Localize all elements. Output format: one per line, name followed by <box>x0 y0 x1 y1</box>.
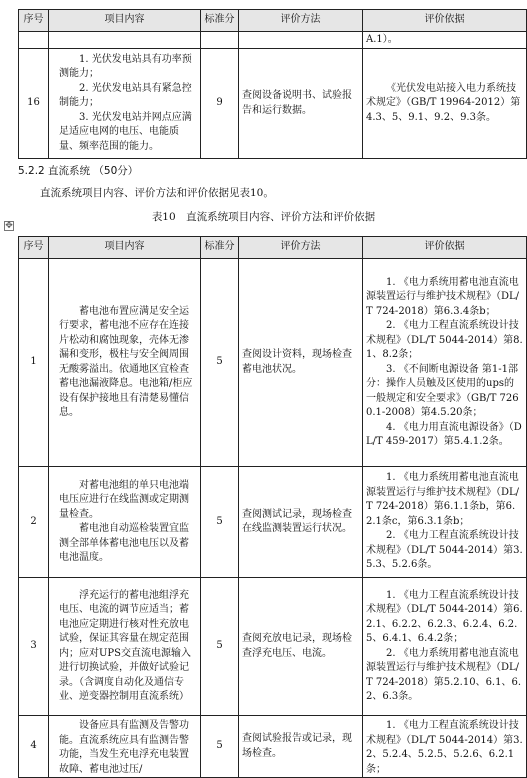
row-no-cell: 3 <box>19 578 49 716</box>
table-row-4 <box>19 716 527 778</box>
table-header-row <box>19 237 527 259</box>
header-method: 评价方法 <box>239 237 363 259</box>
item-line: 设备应具有监测及告警功能。直流系统应具有监测告警功能，当发生充电浮充电装置故障、蓄电池过压/ <box>59 720 189 775</box>
basis-line: 1. 《电力系统用蓄电池直流电源装置运行与维护技术规程》（DL/T 724-2018）第6.1.1条b，第6.2.1条c，第6.3.1条b； <box>366 472 520 527</box>
header-basis: 评价依据 <box>363 10 527 32</box>
table-row-1 <box>19 259 527 467</box>
row-method-cell: 查阅测试记录，现场检查在线监测装置运行状况。 <box>239 467 363 578</box>
basis-line: 4. 《电力用直流电源设备》（DL/T 459-2017）第5.4.1.2条。 <box>366 421 522 447</box>
table-move-handle-icon[interactable]: ✥ <box>5 221 13 231</box>
table-row-carry <box>19 32 527 49</box>
carry-method-cell <box>239 32 363 49</box>
row-item-cell <box>49 259 201 467</box>
row-method-cell: 查阅设备说明书、试验报告和运行数据。 <box>239 49 363 159</box>
table-row-16 <box>19 49 527 159</box>
table-9-continued <box>18 9 527 159</box>
row-no-cell: 4 <box>19 716 49 778</box>
carry-no-cell <box>19 32 49 49</box>
header-item: 项目内容 <box>49 237 201 259</box>
row-score-cell: 5 <box>201 578 239 716</box>
row-score-cell: 5 <box>201 259 239 467</box>
table-10 <box>18 236 527 778</box>
table-caption: 表10 直流系统项目内容、评价方法和评价依据 <box>151 211 376 223</box>
item-line: 对蓄电池组的单只电池端电压应进行在线监测或定期测量检查。 <box>59 479 189 520</box>
row-score-cell: 5 <box>201 716 239 778</box>
table-header-row <box>19 10 527 32</box>
row-method-cell: 查阅试验报告或记录，现场检查。 <box>239 716 363 778</box>
carry-item-cell <box>49 32 201 49</box>
item-line: 3. 光伏发电站并网点应满足适应电网的电压、电能质量、频率范围的能力。 <box>59 111 192 152</box>
basis-line: 2. 《电力工程直流系统设计技术规程》（DL/T 5044-2014）第3.5.3、5.2.6条。 <box>366 530 523 571</box>
basis-line: 2. 《电力工程直流系统设计技术规程》（DL/T 5044-2014）第8.1、8.2条； <box>366 320 523 360</box>
section-heading: 5.2.2 直流系统 （50分） <box>18 165 139 177</box>
basis-line: 2. 《电力系统用蓄电池直流电源装置运行与维护技术规程》（DL/T 724-2018）第5.2.10、6.1、6.2、6.3条。 <box>366 647 522 702</box>
row-basis-cell <box>363 578 527 716</box>
basis-line: 1. 《电力工程直流系统设计技术规程》（DL/T 5044-2014）第3.2、5.2.4、5.2.5、5.2.6、6.2.1条； <box>366 720 523 775</box>
row-basis-cell <box>363 716 527 778</box>
carry-score-cell <box>201 32 239 49</box>
row-item-cell <box>49 578 201 716</box>
row-no-cell: 2 <box>19 467 49 578</box>
section-intro: 直流系统项目内容、评价方法和评价依据见表10。 <box>40 187 274 199</box>
item-line: 蓄电池自动巡检装置宜监测全部单体蓄电池电压以及蓄电池温度。 <box>59 523 189 563</box>
header-score: 标准分 <box>201 10 239 32</box>
item-line: 2. 光伏发电站具有紧急控制能力； <box>59 82 192 109</box>
header-no: 序号 <box>19 10 49 32</box>
header-method: 评价方法 <box>239 10 363 32</box>
basis-line: 1. 《电力工程直流系统设计技术规程》（DL/T 5044-2014）第6.2.1、6.2.2、6.2.3、6.2.4、6.2.5、6.4.1、6.4.2条； <box>366 589 523 644</box>
basis-line: 3. 《不间断电源设备 第1-1部分：操作人员触及区使用的ups的一般规定和安全要求》（GB/T 7260.1-2008）第4.5.20条； <box>366 363 519 418</box>
row-basis-cell: 《光伏发电站接入电力系统技术规定》（GB/T 19964-2012）第4.3、5、9.1、9.2、9.3条。 <box>363 49 527 159</box>
row-no-cell: 1 <box>19 259 49 467</box>
header-score: 标准分 <box>201 237 239 259</box>
row-score-cell: 9 <box>201 49 239 159</box>
item-line: 蓄电池布置应满足安全运行要求，蓄电池不应存在连接片松动和腐蚀现象，壳体无渗漏和变形，极柱与安全阀周围无酸雾溢出。依通地区宜检查蓄电池漏液降息。电池箱/柜应设有保护接地且有清楚易懂信息。 <box>59 305 193 418</box>
row-item-cell <box>49 467 201 578</box>
item-line: 1. 光伏发电站具有功率预测能力； <box>59 53 192 80</box>
basis-line: 1. 《电力系统用蓄电池直流电源装置运行与维护技术规程》（DL/T 724-2018）第6.3.4条b； <box>366 276 520 317</box>
row-item-cell <box>49 716 201 778</box>
row-score-cell: 5 <box>201 467 239 578</box>
table-row-2 <box>19 467 527 578</box>
header-item: 项目内容 <box>49 10 201 32</box>
row-method-cell: 查阅设计资料，现场检查蓄电池状况。 <box>239 259 363 467</box>
header-basis: 评价依据 <box>363 237 527 259</box>
header-no: 序号 <box>19 237 49 259</box>
carry-basis-cell: A.1）。 <box>363 32 527 49</box>
row-no-cell: 16 <box>19 49 49 159</box>
row-item-cell <box>49 49 201 159</box>
row-method-cell: 查阅充放电记录，现场检查浮充电压、电流。 <box>239 578 363 716</box>
item-line: 浮充运行的蓄电池组浮充电压、电流的调节应适当；蓄电池应定期进行核对性充放电试验，保证其容量在规定范围内；应对UPS交直流电源输入进行切换试验，并做好试验记录。（含调度自动化及通信专业、逆变器控制用直流系统） <box>59 589 192 702</box>
row-basis-cell <box>363 259 527 467</box>
row-basis-cell <box>363 467 527 578</box>
table-row-3 <box>19 578 527 716</box>
